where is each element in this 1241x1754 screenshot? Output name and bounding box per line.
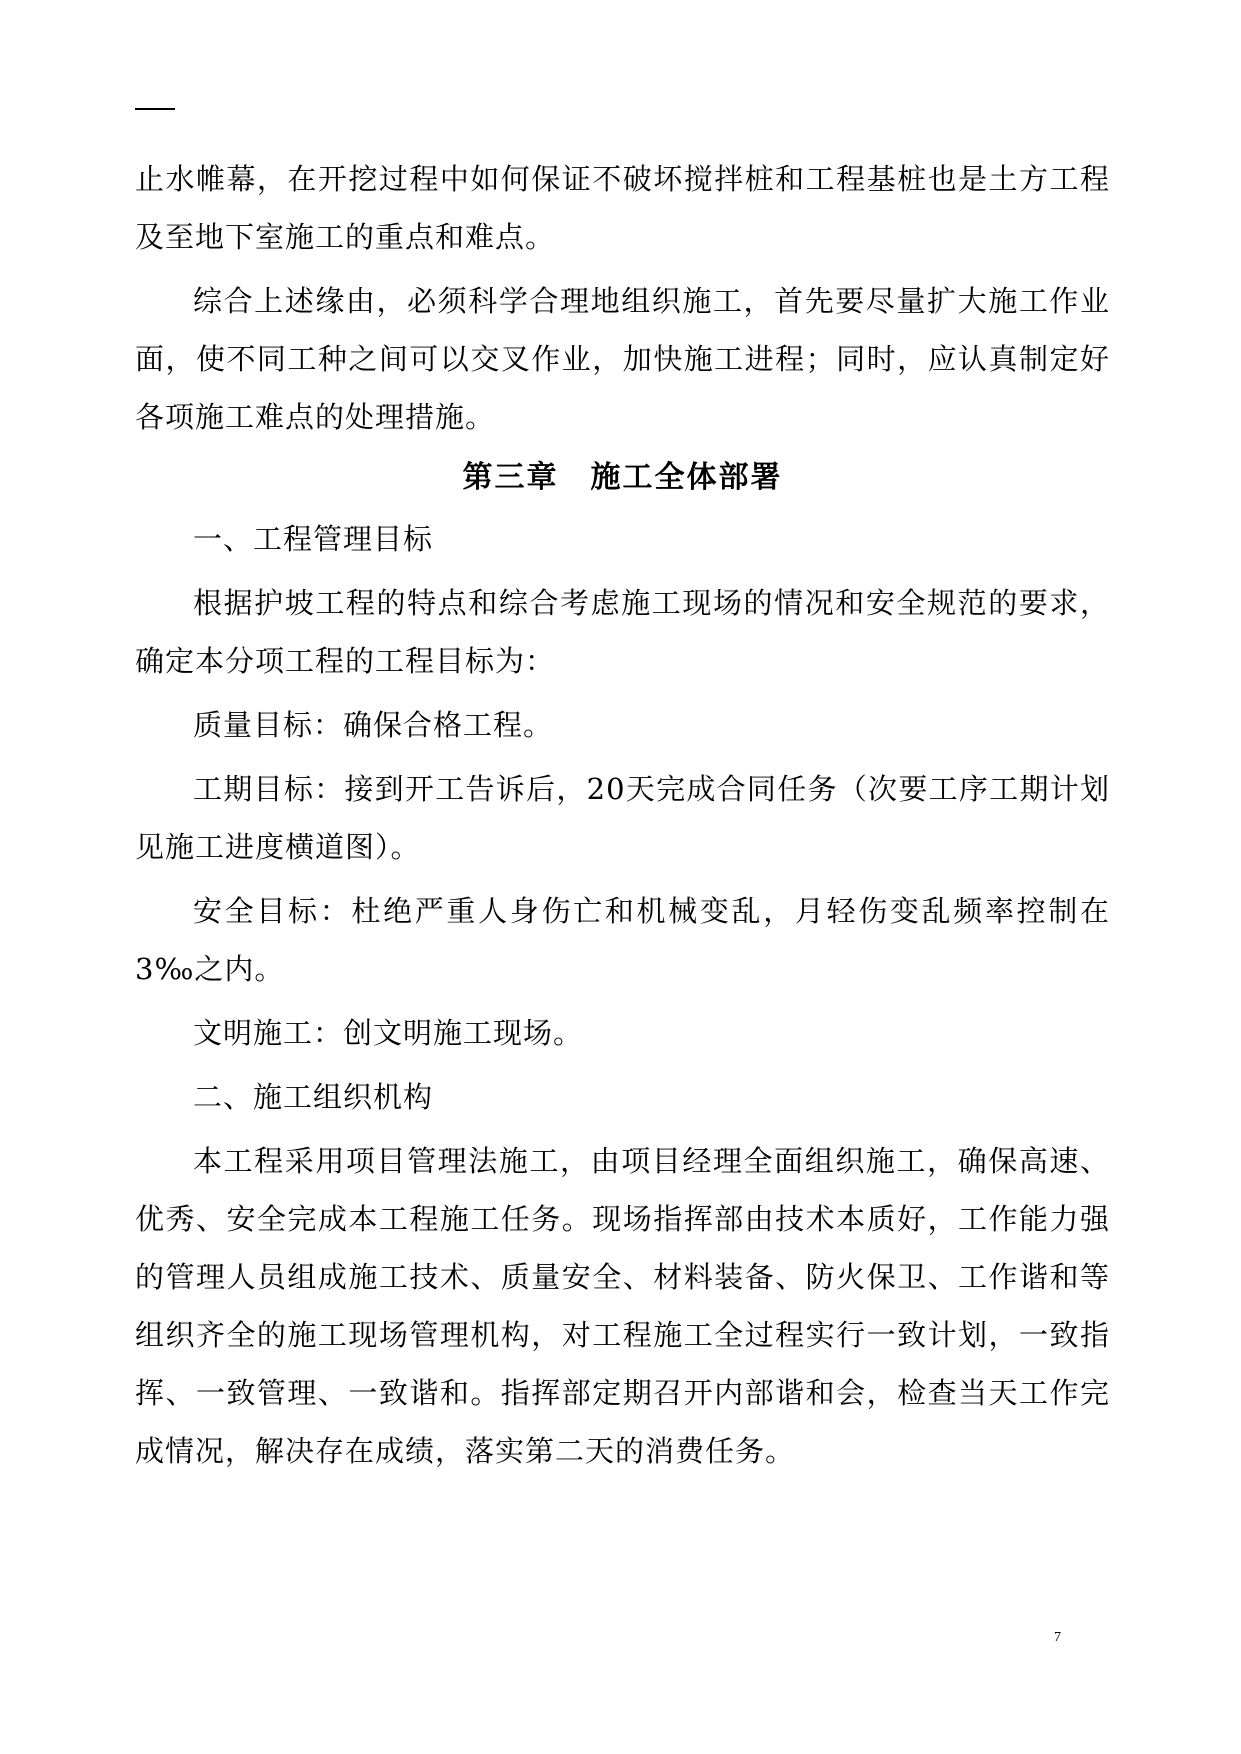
paragraph-goals-intro: 根据护坡工程的特点和综合考虑施工现场的情况和安全规范的要求，确定本分项工程的工程目标为： — [135, 586, 1110, 678]
paragraph-continuation: 止水帷幕，在开挖过程中如何保证不破坏搅拌桩和工程基桩也是土方工程及至地下室施工的重点和难点。 — [135, 162, 1110, 254]
page-number: 7 — [1054, 1630, 1061, 1645]
paragraph-quality-goal: 质量目标：确保合格工程。 — [193, 708, 554, 742]
section-heading-management-goals: 一、工程管理目标 — [193, 522, 434, 556]
paragraph-safety-goal: 安全目标：杜绝严重人身伤亡和机械变乱，月轻伤变乱频率控制在3‰之内。 — [135, 894, 1110, 986]
section-heading-organization: 二、施工组织机构 — [193, 1080, 434, 1114]
paragraph-summary: 综合上述缘由，必须科学合理地组织施工，首先要尽量扩大施工作业面，使不同工种之间可以交叉作业，加快施工进程；同时，应认真制定好各项施工难点的处理措施。 — [135, 284, 1110, 434]
document-body — [135, 150, 1110, 1480]
paragraph-schedule-goal: 工期目标：接到开工告诉后，20天完成合同任务（次要工序工期计划见施工进度横道图）。 — [135, 772, 1110, 864]
chapter-title: 第三章 施工全体部署 — [462, 460, 783, 495]
top-dash-mark — [135, 108, 175, 110]
paragraph-organization-body: 本工程采用项目管理法施工，由项目经理全面组织施工，确保高速、优秀、安全完成本工程施工任务。现场指挥部由技术本质好，工作能力强的管理人员组成施工技术、质量安全、材料装备、防火保卫、工作谐和等组织齐全的施工现场管理机构，对工程施工全过程实行一致计划，一致指挥、一致管理、一致谐和。指挥部定期召开内部谐和会，检查当天工作完成情况，解决存在成绩，落实第二天的消费任务。 — [135, 1144, 1110, 1468]
paragraph-civilized-construction: 文明施工：创文明施工现场。 — [193, 1016, 584, 1050]
